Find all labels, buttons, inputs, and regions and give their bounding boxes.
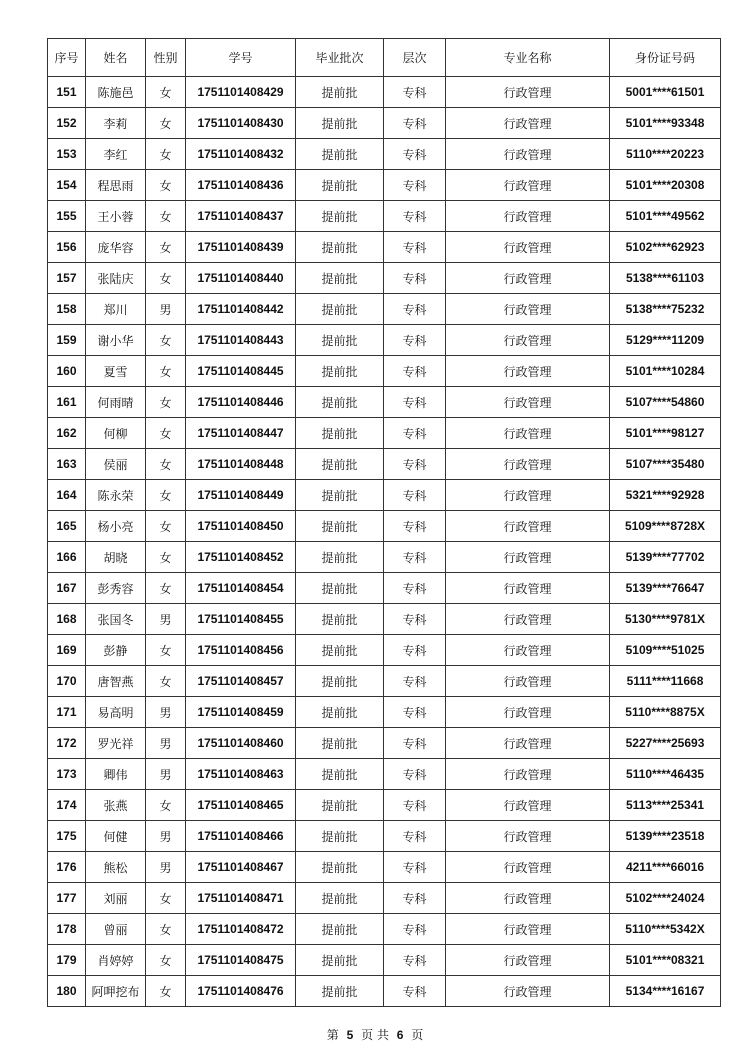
cell-id-number: 5001****61501 (610, 77, 721, 108)
cell-id-number: 5101****08321 (610, 945, 721, 976)
table-row (48, 542, 721, 573)
cell-id-number: 5101****20308 (610, 170, 721, 201)
cell-student-id: 1751101408450 (186, 511, 296, 542)
cell-major: 行政管理 (446, 201, 610, 232)
student-roster-table (47, 38, 721, 1007)
cell-student-id: 1751101408460 (186, 728, 296, 759)
cell-student-id: 1751101408449 (186, 480, 296, 511)
cell-graduation-batch: 提前批 (296, 542, 384, 573)
cell-name: 郑川 (86, 294, 146, 325)
header-level: 层次 (384, 39, 446, 77)
table-row (48, 821, 721, 852)
cell-graduation-batch: 提前批 (296, 635, 384, 666)
cell-major: 行政管理 (446, 77, 610, 108)
cell-graduation-batch: 提前批 (296, 77, 384, 108)
cell-student-id: 1751101408442 (186, 294, 296, 325)
cell-level: 专科 (384, 573, 446, 604)
cell-student-id: 1751101408440 (186, 263, 296, 294)
cell-seq: 170 (48, 666, 86, 697)
cell-gender: 女 (146, 77, 186, 108)
cell-name: 罗光祥 (86, 728, 146, 759)
cell-student-id: 1751101408430 (186, 108, 296, 139)
cell-gender: 女 (146, 790, 186, 821)
cell-gender: 女 (146, 170, 186, 201)
cell-id-number: 5110****8875X (610, 697, 721, 728)
cell-level: 专科 (384, 449, 446, 480)
cell-gender: 女 (146, 356, 186, 387)
cell-gender: 女 (146, 263, 186, 294)
table-row (48, 666, 721, 697)
cell-graduation-batch: 提前批 (296, 356, 384, 387)
cell-student-id: 1751101408445 (186, 356, 296, 387)
cell-level: 专科 (384, 728, 446, 759)
cell-seq: 157 (48, 263, 86, 294)
cell-level: 专科 (384, 232, 446, 263)
cell-id-number: 5101****93348 (610, 108, 721, 139)
cell-student-id: 1751101408472 (186, 914, 296, 945)
cell-major: 行政管理 (446, 914, 610, 945)
cell-level: 专科 (384, 201, 446, 232)
cell-id-number: 5227****25693 (610, 728, 721, 759)
cell-gender: 女 (146, 573, 186, 604)
cell-id-number: 5102****24024 (610, 883, 721, 914)
cell-gender: 女 (146, 480, 186, 511)
table-row (48, 883, 721, 914)
cell-major: 行政管理 (446, 325, 610, 356)
cell-level: 专科 (384, 759, 446, 790)
cell-level: 专科 (384, 511, 446, 542)
cell-gender: 男 (146, 821, 186, 852)
cell-id-number: 5139****77702 (610, 542, 721, 573)
cell-gender: 男 (146, 604, 186, 635)
cell-graduation-batch: 提前批 (296, 170, 384, 201)
table-body (48, 77, 721, 1007)
cell-student-id: 1751101408456 (186, 635, 296, 666)
cell-seq: 164 (48, 480, 86, 511)
cell-name: 张陆庆 (86, 263, 146, 294)
cell-name: 刘丽 (86, 883, 146, 914)
table-row (48, 325, 721, 356)
cell-level: 专科 (384, 387, 446, 418)
cell-student-id: 1751101408432 (186, 139, 296, 170)
cell-graduation-batch: 提前批 (296, 976, 384, 1007)
cell-seq: 174 (48, 790, 86, 821)
header-major: 专业名称 (446, 39, 610, 77)
cell-graduation-batch: 提前批 (296, 604, 384, 635)
table-row (48, 790, 721, 821)
cell-gender: 女 (146, 666, 186, 697)
cell-gender: 女 (146, 883, 186, 914)
cell-id-number: 5139****23518 (610, 821, 721, 852)
cell-level: 专科 (384, 77, 446, 108)
cell-graduation-batch: 提前批 (296, 945, 384, 976)
cell-id-number: 5110****5342X (610, 914, 721, 945)
cell-level: 专科 (384, 325, 446, 356)
cell-seq: 158 (48, 294, 86, 325)
cell-id-number: 5110****46435 (610, 759, 721, 790)
cell-major: 行政管理 (446, 449, 610, 480)
cell-major: 行政管理 (446, 139, 610, 170)
cell-id-number: 5110****20223 (610, 139, 721, 170)
table-row (48, 697, 721, 728)
page-footer (0, 1026, 750, 1043)
cell-student-id: 1751101408476 (186, 976, 296, 1007)
table-row (48, 573, 721, 604)
table-row (48, 728, 721, 759)
cell-seq: 180 (48, 976, 86, 1007)
cell-id-number: 5139****76647 (610, 573, 721, 604)
cell-name: 谢小华 (86, 325, 146, 356)
cell-name: 肖婷婷 (86, 945, 146, 976)
footer-suffix: 页 (411, 1028, 424, 1042)
footer-total-pages: 6 (396, 1028, 404, 1042)
cell-seq: 173 (48, 759, 86, 790)
table-row (48, 201, 721, 232)
cell-graduation-batch: 提前批 (296, 480, 384, 511)
cell-graduation-batch: 提前批 (296, 263, 384, 294)
cell-gender: 女 (146, 418, 186, 449)
cell-graduation-batch: 提前批 (296, 728, 384, 759)
cell-level: 专科 (384, 108, 446, 139)
cell-gender: 男 (146, 728, 186, 759)
cell-id-number: 5101****49562 (610, 201, 721, 232)
cell-name: 张国冬 (86, 604, 146, 635)
table-row (48, 976, 721, 1007)
cell-id-number: 5102****62923 (610, 232, 721, 263)
cell-gender: 女 (146, 108, 186, 139)
cell-id-number: 5109****8728X (610, 511, 721, 542)
cell-gender: 女 (146, 449, 186, 480)
cell-id-number: 5321****92928 (610, 480, 721, 511)
cell-seq: 167 (48, 573, 86, 604)
cell-name: 张燕 (86, 790, 146, 821)
cell-student-id: 1751101408439 (186, 232, 296, 263)
cell-id-number: 5101****10284 (610, 356, 721, 387)
cell-major: 行政管理 (446, 604, 610, 635)
cell-major: 行政管理 (446, 666, 610, 697)
cell-name: 李莉 (86, 108, 146, 139)
cell-graduation-batch: 提前批 (296, 139, 384, 170)
cell-student-id: 1751101408459 (186, 697, 296, 728)
cell-graduation-batch: 提前批 (296, 387, 384, 418)
cell-seq: 163 (48, 449, 86, 480)
cell-gender: 女 (146, 976, 186, 1007)
table-row (48, 480, 721, 511)
cell-level: 专科 (384, 914, 446, 945)
cell-student-id: 1751101408467 (186, 852, 296, 883)
cell-major: 行政管理 (446, 387, 610, 418)
footer-mid: 页 共 (361, 1028, 389, 1042)
cell-level: 专科 (384, 697, 446, 728)
cell-student-id: 1751101408475 (186, 945, 296, 976)
cell-name: 熊松 (86, 852, 146, 883)
cell-seq: 153 (48, 139, 86, 170)
cell-level: 专科 (384, 139, 446, 170)
cell-student-id: 1751101408457 (186, 666, 296, 697)
cell-student-id: 1751101408463 (186, 759, 296, 790)
table-row (48, 387, 721, 418)
cell-level: 专科 (384, 294, 446, 325)
cell-major: 行政管理 (446, 170, 610, 201)
table-row (48, 759, 721, 790)
cell-major: 行政管理 (446, 480, 610, 511)
cell-seq: 155 (48, 201, 86, 232)
cell-gender: 女 (146, 201, 186, 232)
cell-id-number: 5107****35480 (610, 449, 721, 480)
cell-graduation-batch: 提前批 (296, 108, 384, 139)
cell-gender: 男 (146, 759, 186, 790)
cell-seq: 162 (48, 418, 86, 449)
cell-graduation-batch: 提前批 (296, 666, 384, 697)
cell-name: 彭静 (86, 635, 146, 666)
cell-seq: 160 (48, 356, 86, 387)
cell-major: 行政管理 (446, 945, 610, 976)
cell-student-id: 1751101408466 (186, 821, 296, 852)
header-name: 姓名 (86, 39, 146, 77)
cell-id-number: 5138****61103 (610, 263, 721, 294)
cell-name: 曾丽 (86, 914, 146, 945)
cell-level: 专科 (384, 418, 446, 449)
cell-major: 行政管理 (446, 542, 610, 573)
cell-name: 易高明 (86, 697, 146, 728)
cell-student-id: 1751101408447 (186, 418, 296, 449)
cell-major: 行政管理 (446, 635, 610, 666)
cell-gender: 女 (146, 945, 186, 976)
cell-gender: 女 (146, 635, 186, 666)
cell-name: 何柳 (86, 418, 146, 449)
cell-id-number: 5107****54860 (610, 387, 721, 418)
table-row (48, 356, 721, 387)
cell-student-id: 1751101408437 (186, 201, 296, 232)
cell-major: 行政管理 (446, 697, 610, 728)
cell-student-id: 1751101408455 (186, 604, 296, 635)
cell-major: 行政管理 (446, 108, 610, 139)
cell-student-id: 1751101408471 (186, 883, 296, 914)
cell-level: 专科 (384, 635, 446, 666)
table-row (48, 449, 721, 480)
cell-graduation-batch: 提前批 (296, 914, 384, 945)
cell-major: 行政管理 (446, 759, 610, 790)
table-row (48, 418, 721, 449)
cell-level: 专科 (384, 821, 446, 852)
table-row (48, 170, 721, 201)
footer-page-number: 5 (346, 1028, 354, 1042)
cell-graduation-batch: 提前批 (296, 232, 384, 263)
cell-id-number: 5134****16167 (610, 976, 721, 1007)
cell-gender: 男 (146, 697, 186, 728)
cell-seq: 176 (48, 852, 86, 883)
cell-graduation-batch: 提前批 (296, 325, 384, 356)
cell-seq: 178 (48, 914, 86, 945)
cell-level: 专科 (384, 883, 446, 914)
cell-major: 行政管理 (446, 573, 610, 604)
cell-seq: 179 (48, 945, 86, 976)
cell-seq: 172 (48, 728, 86, 759)
table-row (48, 232, 721, 263)
cell-name: 阿呷挖布 (86, 976, 146, 1007)
cell-name: 杨小亮 (86, 511, 146, 542)
table-row (48, 263, 721, 294)
cell-id-number: 4211****66016 (610, 852, 721, 883)
cell-name: 李红 (86, 139, 146, 170)
cell-id-number: 5109****51025 (610, 635, 721, 666)
cell-graduation-batch: 提前批 (296, 697, 384, 728)
cell-name: 胡晓 (86, 542, 146, 573)
cell-student-id: 1751101408446 (186, 387, 296, 418)
cell-seq: 161 (48, 387, 86, 418)
cell-major: 行政管理 (446, 821, 610, 852)
cell-major: 行政管理 (446, 852, 610, 883)
cell-name: 程思雨 (86, 170, 146, 201)
cell-student-id: 1751101408452 (186, 542, 296, 573)
cell-gender: 女 (146, 511, 186, 542)
cell-major: 行政管理 (446, 356, 610, 387)
cell-name: 庞华容 (86, 232, 146, 263)
cell-level: 专科 (384, 852, 446, 883)
cell-gender: 女 (146, 914, 186, 945)
cell-id-number: 5111****11668 (610, 666, 721, 697)
cell-student-id: 1751101408443 (186, 325, 296, 356)
cell-level: 专科 (384, 666, 446, 697)
cell-level: 专科 (384, 976, 446, 1007)
cell-gender: 女 (146, 387, 186, 418)
table-row (48, 77, 721, 108)
header-id-number: 身份证号码 (610, 39, 721, 77)
cell-student-id: 1751101408454 (186, 573, 296, 604)
cell-graduation-batch: 提前批 (296, 511, 384, 542)
cell-major: 行政管理 (446, 976, 610, 1007)
cell-seq: 154 (48, 170, 86, 201)
cell-name: 侯丽 (86, 449, 146, 480)
table-row (48, 108, 721, 139)
cell-graduation-batch: 提前批 (296, 201, 384, 232)
cell-gender: 男 (146, 294, 186, 325)
cell-id-number: 5113****25341 (610, 790, 721, 821)
table-row (48, 511, 721, 542)
table-row (48, 852, 721, 883)
header-seq: 序号 (48, 39, 86, 77)
cell-name: 陈施邑 (86, 77, 146, 108)
header-student-id: 学号 (186, 39, 296, 77)
cell-level: 专科 (384, 790, 446, 821)
cell-major: 行政管理 (446, 418, 610, 449)
cell-name: 何健 (86, 821, 146, 852)
table-row (48, 604, 721, 635)
cell-student-id: 1751101408465 (186, 790, 296, 821)
cell-seq: 171 (48, 697, 86, 728)
cell-gender: 男 (146, 852, 186, 883)
footer-prefix: 第 (326, 1028, 339, 1042)
cell-major: 行政管理 (446, 790, 610, 821)
cell-name: 夏雪 (86, 356, 146, 387)
cell-student-id: 1751101408436 (186, 170, 296, 201)
cell-graduation-batch: 提前批 (296, 790, 384, 821)
cell-name: 唐智燕 (86, 666, 146, 697)
cell-seq: 177 (48, 883, 86, 914)
cell-id-number: 5129****11209 (610, 325, 721, 356)
cell-seq: 168 (48, 604, 86, 635)
cell-seq: 166 (48, 542, 86, 573)
cell-graduation-batch: 提前批 (296, 418, 384, 449)
cell-seq: 151 (48, 77, 86, 108)
cell-graduation-batch: 提前批 (296, 852, 384, 883)
table-header-row (48, 39, 721, 77)
cell-graduation-batch: 提前批 (296, 759, 384, 790)
cell-id-number: 5130****9781X (610, 604, 721, 635)
cell-seq: 156 (48, 232, 86, 263)
cell-major: 行政管理 (446, 511, 610, 542)
cell-graduation-batch: 提前批 (296, 821, 384, 852)
cell-level: 专科 (384, 356, 446, 387)
cell-level: 专科 (384, 542, 446, 573)
cell-level: 专科 (384, 604, 446, 635)
cell-gender: 女 (146, 325, 186, 356)
cell-name: 卿伟 (86, 759, 146, 790)
cell-graduation-batch: 提前批 (296, 573, 384, 604)
cell-name: 彭秀容 (86, 573, 146, 604)
cell-level: 专科 (384, 480, 446, 511)
table-row (48, 139, 721, 170)
cell-seq: 165 (48, 511, 86, 542)
cell-graduation-batch: 提前批 (296, 294, 384, 325)
cell-name: 王小蓉 (86, 201, 146, 232)
cell-level: 专科 (384, 263, 446, 294)
cell-seq: 159 (48, 325, 86, 356)
table-row (48, 294, 721, 325)
cell-level: 专科 (384, 945, 446, 976)
cell-major: 行政管理 (446, 232, 610, 263)
cell-student-id: 1751101408429 (186, 77, 296, 108)
cell-name: 陈永荣 (86, 480, 146, 511)
cell-major: 行政管理 (446, 263, 610, 294)
cell-seq: 175 (48, 821, 86, 852)
table-row (48, 635, 721, 666)
cell-major: 行政管理 (446, 883, 610, 914)
cell-id-number: 5138****75232 (610, 294, 721, 325)
cell-gender: 女 (146, 542, 186, 573)
cell-student-id: 1751101408448 (186, 449, 296, 480)
cell-major: 行政管理 (446, 294, 610, 325)
cell-seq: 169 (48, 635, 86, 666)
header-graduation-batch: 毕业批次 (296, 39, 384, 77)
cell-gender: 女 (146, 139, 186, 170)
table-row (48, 945, 721, 976)
cell-name: 何雨晴 (86, 387, 146, 418)
cell-gender: 女 (146, 232, 186, 263)
cell-graduation-batch: 提前批 (296, 883, 384, 914)
cell-major: 行政管理 (446, 728, 610, 759)
cell-graduation-batch: 提前批 (296, 449, 384, 480)
table-row (48, 914, 721, 945)
header-gender: 性别 (146, 39, 186, 77)
cell-id-number: 5101****98127 (610, 418, 721, 449)
cell-level: 专科 (384, 170, 446, 201)
cell-seq: 152 (48, 108, 86, 139)
